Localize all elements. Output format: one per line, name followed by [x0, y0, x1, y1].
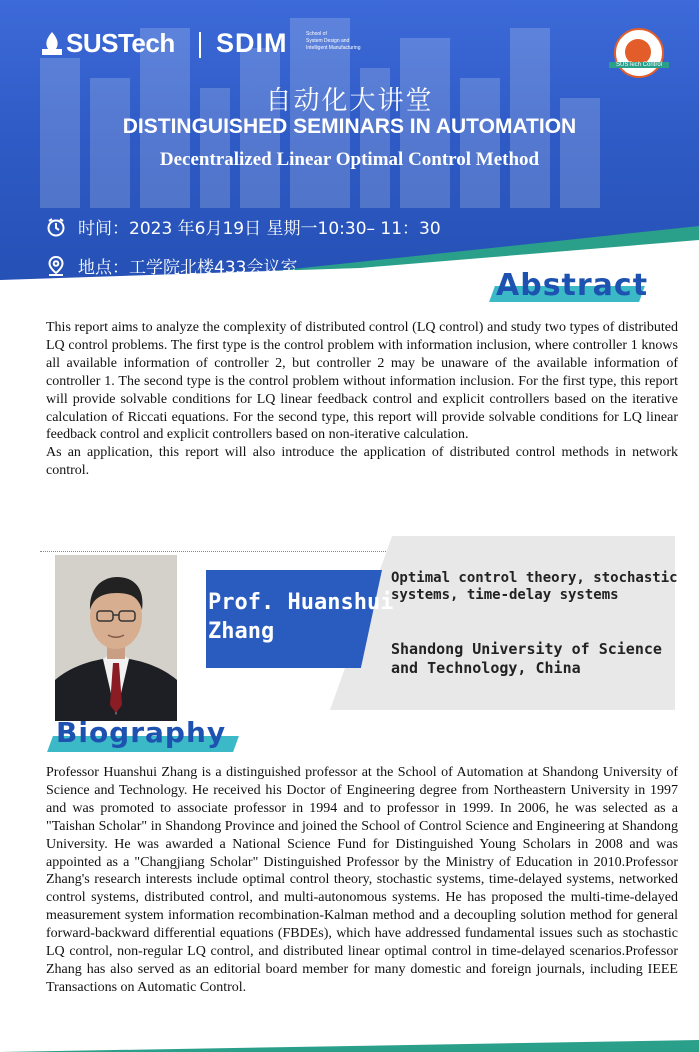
speaker-institution: Shandong University of Science and Technology, China — [391, 640, 662, 677]
logo-divider — [199, 32, 201, 58]
sustech-logo — [42, 28, 175, 59]
speaker-name: Prof. Huanshui Zhang — [208, 590, 394, 644]
biography-body — [46, 764, 678, 997]
abstract-body — [46, 319, 678, 480]
bottom-accent-strip — [0, 1040, 699, 1052]
location-pin-icon — [46, 256, 66, 276]
biography-paragraph: Professor Huanshui Zhang is a distinguished professor at the School of Automation at Shandong University of Science and Technology. He received his Doctor of Engineering degree from Northeastern University in 1997 and was promoted to associate professor in 1994 and to professor in 1999. In 2006, he was selected as a "Taishan Scholar" in Shandong Province and joined the School of Control Science and Engineering at Shandong University. He was awarded a National Science Fund for Distinguished Young Scholars in 2008 and was appointed as a "Changjiang Scholar" Distinguished Professor by the Ministry of Education in 2010.Professor Zhang's research interests include optimal control theory, stochastic systems, time-delayed systems, networked control systems, distributed control, and multi-autonomous systems. He has proposed the multi-time-delayed measurement system information recombination-Kalman method and a decoupling solution method for general forward-backward differential equations (FBDEs), which have addressed fundamental issues such as stochastic LQ control, non-regular LQ control, and distributed linear optimal control in time-delayed scenarios.Professor Zhang has also served as an editorial board member for many domestic and foreign journals, including IEEE Transactions on Automatic Control. — [46, 765, 678, 995]
biography-heading: Biography — [56, 716, 227, 749]
time-text: 时间：2023 年6月19日 星期一10:30– 11：30 — [78, 219, 441, 239]
portrait-image — [55, 555, 177, 721]
abstract-paragraph: This report aims to analyze the complexity of distributed control (LQ control) and study two types of distributed LQ control problems. The first type is the control problem with information inclusion, where controller 1 knows all available information of controller 2, but controller 2 may be unaware of the available information of controller 1. The second type is the control problem without information inclusion. For the first type, this report will provide solvable conditions for LQ linear feedback control and explicit controllers based on the iterative calculation of Riccati equations. For the second type, this report will provide solvable conditions for LQ linear feedback control and explicit controllers based on non-iterative calculation. — [46, 320, 678, 443]
sustech-control-badge-icon — [614, 28, 664, 78]
abstract-paragraph: As an application, this report will also introduce the application of distributed control methods in network control. — [46, 445, 678, 479]
location-text: 地点：工学院北楼433会议室 — [78, 258, 298, 278]
header-banner — [0, 0, 699, 300]
seminar-title-en: DISTINGUISHED SEMINARS IN AUTOMATION — [122, 115, 577, 138]
time-row — [46, 214, 441, 239]
speaker-portrait — [55, 555, 177, 721]
speaker-field: Optimal control theory, stochastic systems, time-delay systems — [391, 570, 678, 603]
sdim-subtitle: School of System Design and Intelligent Manufacturing — [306, 31, 361, 51]
seminar-title-cn: 自动化大讲堂 — [265, 86, 434, 116]
sdim-logo: SDIM — [216, 28, 288, 58]
section-divider — [40, 551, 400, 552]
talk-title: Decentralized Linear Optimal Control Method — [159, 149, 540, 170]
badge-label: SUSTech Control — [609, 62, 669, 68]
sustech-flame-icon — [42, 31, 62, 55]
logo-text: SUSTech — [66, 28, 175, 58]
abstract-heading: Abstract — [496, 268, 649, 303]
location-row — [46, 253, 297, 278]
clock-icon — [46, 217, 66, 237]
